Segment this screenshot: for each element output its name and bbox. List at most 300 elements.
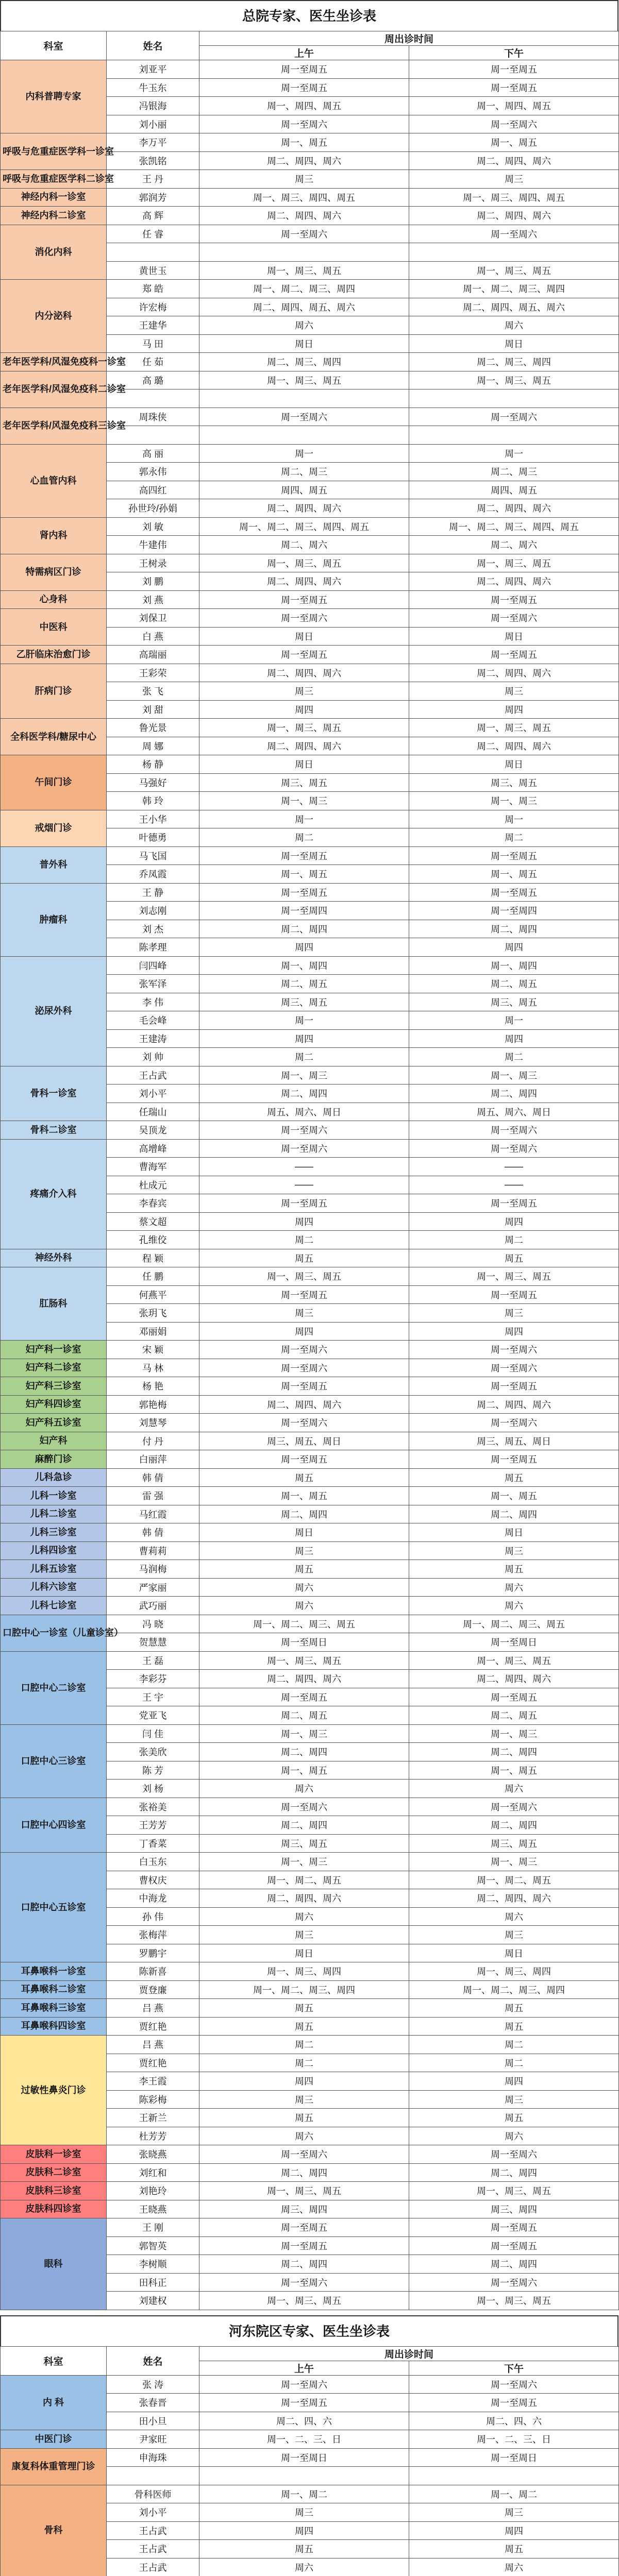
doctor-name: 王晓燕	[107, 2200, 199, 2218]
morning-slot: 周三	[199, 1304, 409, 1323]
afternoon-slot: 周一至周五	[409, 60, 619, 79]
table-row	[1, 664, 619, 682]
morning-slot: 周一、周三、周五	[199, 719, 409, 737]
table-row	[1, 1980, 619, 1999]
morning-slot: 周四、周五	[199, 481, 409, 499]
header-pm: 下午	[409, 46, 619, 60]
dept-cell: 耳鼻喉科三诊室	[1, 1999, 107, 2018]
doctor-name: 李王霞	[107, 2072, 199, 2091]
afternoon-slot: 周六	[409, 1578, 619, 1597]
afternoon-slot: 周三、周五	[409, 993, 619, 1011]
morning-slot: 周二、周四、周六	[199, 1889, 409, 1908]
doctor-name	[107, 243, 199, 262]
header-name: 姓名	[107, 31, 199, 60]
doctor-name: 王占武	[107, 2540, 199, 2558]
table-row	[1, 353, 619, 371]
table-row	[1, 1450, 619, 1469]
morning-slot: 周一至周六	[199, 2145, 409, 2164]
header-am: 上午	[199, 2361, 409, 2375]
dept-cell: 内科普聘专家	[1, 60, 107, 133]
afternoon-slot: 周三	[409, 170, 619, 189]
dept-cell: 皮肤科二诊室	[1, 2163, 107, 2182]
table-row	[1, 1578, 619, 1597]
doctor-name: 马红霞	[107, 1505, 199, 1523]
morning-slot: 周一、周三、周五	[199, 1267, 409, 1286]
morning-slot: 周一、周三、周五	[199, 1651, 409, 1670]
morning-slot: 周一至周六	[199, 1341, 409, 1359]
afternoon-slot: 周一至周六	[409, 115, 619, 133]
afternoon-slot: 周二、周四	[409, 1505, 619, 1523]
morning-slot: 周二、周三	[199, 463, 409, 481]
afternoon-slot: 周一至周六	[409, 408, 619, 426]
afternoon-slot: 周一、周三	[409, 792, 619, 810]
afternoon-slot: 周一、周三、周四	[409, 1962, 619, 1981]
afternoon-slot: 周一至周五	[409, 646, 619, 664]
afternoon-slot: 周一、周三	[409, 1853, 619, 1871]
dept-cell: 妇产科一诊室	[1, 1341, 107, 1359]
doctor-name: 冯 晓	[107, 1615, 199, 1633]
morning-slot: 周一至周五	[199, 60, 409, 79]
afternoon-slot: 周三	[409, 682, 619, 701]
table-row	[1, 1066, 619, 1084]
dept-cell: 口腔中心二诊室	[1, 1651, 107, 1724]
afternoon-slot: 周三、周四	[409, 2200, 619, 2218]
doctor-name: 白丽萍	[107, 1450, 199, 1469]
doctor-name: 陈孝理	[107, 938, 199, 957]
dept-cell: 耳鼻喉科一诊室	[1, 1962, 107, 1981]
morning-slot: 周一至周六	[199, 115, 409, 133]
dept-cell: 儿科五诊室	[1, 1560, 107, 1579]
header-pm: 下午	[409, 2361, 619, 2375]
dept-cell: 普外科	[1, 846, 107, 883]
doctor-name: 李彩芬	[107, 1670, 199, 1688]
afternoon-slot: 周三	[409, 1304, 619, 1323]
doctor-name: 王 静	[107, 883, 199, 902]
morning-slot: 周一、周四、周五	[199, 97, 409, 115]
afternoon-slot: 周一、周五	[409, 1761, 619, 1780]
dept-cell: 中医科	[1, 609, 107, 646]
afternoon-slot: 周日	[409, 334, 619, 353]
doctor-name: 严家丽	[107, 1578, 199, 1597]
doctor-name: 闫四峰	[107, 956, 199, 975]
morning-slot: 周一至周六	[199, 1121, 409, 1140]
afternoon-slot: 周二	[409, 2054, 619, 2072]
dept-cell: 儿科四诊室	[1, 1541, 107, 1560]
doctor-name: 贾红艳	[107, 2017, 199, 2036]
doctor-name: 王 宇	[107, 1688, 199, 1706]
dept-cell: 妇产科五诊室	[1, 1414, 107, 1432]
doctor-name: 李 伟	[107, 993, 199, 1011]
morning-slot: 周一至周五	[199, 1285, 409, 1304]
table-row	[1, 1121, 619, 1140]
afternoon-slot: 周一至周五	[409, 2236, 619, 2255]
afternoon-slot: 周二、周四	[409, 2255, 619, 2274]
dept-cell: 皮肤科一诊室	[1, 2145, 107, 2164]
afternoon-slot: 周一至周五	[409, 2394, 619, 2412]
table-row	[1, 719, 619, 737]
afternoon-slot: 周六	[409, 316, 619, 335]
header-time: 周出诊时间	[199, 31, 619, 46]
afternoon-slot: 周一、周三	[409, 1066, 619, 1084]
doctor-name: 程 颖	[107, 1249, 199, 1267]
dept-cell: 神经内科二诊室	[1, 207, 107, 225]
afternoon-slot: 周一、周二、周三、周四	[409, 280, 619, 298]
morning-slot: 周二、周四、周六	[199, 499, 409, 518]
morning-slot: ——	[199, 1176, 409, 1194]
doctor-name: 任 鹏	[107, 1267, 199, 1286]
morning-slot: 周三	[199, 1926, 409, 1944]
doctor-name: 马润梅	[107, 1560, 199, 1579]
doctor-name: 高瑞丽	[107, 646, 199, 664]
morning-slot: 周一至周六	[199, 1798, 409, 1816]
morning-slot: 周四	[199, 2072, 409, 2091]
doctor-name: 刘建权	[107, 2292, 199, 2310]
afternoon-slot: 周四	[409, 1029, 619, 1048]
morning-slot: 周一至周五	[199, 2218, 409, 2237]
table-row	[1, 188, 619, 207]
afternoon-slot: 周一至周五	[409, 1450, 619, 1469]
afternoon-slot: 周一、周五	[409, 865, 619, 884]
morning-slot: 周三、周四	[199, 2200, 409, 2218]
doctor-name: 孙世玲/孙娟	[107, 499, 199, 518]
doctor-name: 郭智英	[107, 2236, 199, 2255]
morning-slot: 周五	[199, 2109, 409, 2127]
afternoon-slot: 周日	[409, 755, 619, 774]
dept-cell: 儿科六诊室	[1, 1578, 107, 1597]
morning-slot: 周一至周五	[199, 1688, 409, 1706]
table-row	[1, 1798, 619, 1816]
doctor-name: 陈新喜	[107, 1962, 199, 1981]
doctor-name: 刘 燕	[107, 590, 199, 609]
afternoon-slot: 周三、周五	[409, 773, 619, 792]
table-row	[1, 517, 619, 536]
afternoon-slot: 周一、周二、周三、周四、周五	[409, 517, 619, 536]
afternoon-slot: 周一、周五	[409, 133, 619, 152]
table-row	[1, 1999, 619, 2018]
afternoon-slot: 周二、周四、周六	[409, 207, 619, 225]
afternoon-slot: 周一至周六	[409, 1414, 619, 1432]
morning-slot: 周一、周五	[199, 1487, 409, 1505]
doctor-name: 何燕平	[107, 1285, 199, 1304]
doctor-name: 贾登廉	[107, 1980, 199, 1999]
doctor-name: 杜芳芳	[107, 2127, 199, 2145]
doctor-name: 蔡文超	[107, 1212, 199, 1231]
afternoon-slot: 周五	[409, 1249, 619, 1267]
dept-cell: 神经外科	[1, 1249, 107, 1267]
table-row	[1, 1724, 619, 1743]
morning-slot: 周二	[199, 1048, 409, 1066]
afternoon-slot: 周日	[409, 627, 619, 646]
afternoon-slot: 周二、周四	[409, 1816, 619, 1835]
doctor-name: 乔凤霞	[107, 865, 199, 884]
doctor-name: 贺慧慧	[107, 1633, 199, 1652]
morning-slot: 周三	[199, 2503, 409, 2522]
morning-slot: 周二、周四、周六	[199, 664, 409, 682]
table-row	[1, 444, 619, 463]
dept-cell: 特需病区门诊	[1, 554, 107, 590]
doctor-name: 申海珠	[107, 2448, 199, 2467]
morning-slot: 周一、周二、周三、周五	[199, 1615, 409, 1633]
morning-slot: 周一、周三、周四	[199, 1962, 409, 1981]
doctor-name: 陈 芳	[107, 1761, 199, 1780]
afternoon-slot: 周一、周三、周五	[409, 554, 619, 572]
afternoon-slot: 周一	[409, 810, 619, 828]
morning-slot	[199, 426, 409, 445]
afternoon-slot: 周二、周四	[409, 920, 619, 938]
morning-slot: 周三、周五	[199, 773, 409, 792]
morning-slot: 周二、周四	[199, 2255, 409, 2274]
doctor-name: 马 田	[107, 334, 199, 353]
doctor-name: 付 丹	[107, 1432, 199, 1450]
morning-slot: 周六	[199, 1578, 409, 1597]
doctor-name: 雷 强	[107, 1487, 199, 1505]
doctor-name: 高 丽	[107, 444, 199, 463]
doctor-name: 杜成元	[107, 1176, 199, 1194]
doctor-name: 黄世玉	[107, 261, 199, 280]
table-row	[1, 371, 619, 389]
afternoon-slot: 周二、周五	[409, 975, 619, 993]
morning-slot: 周日	[199, 627, 409, 646]
doctor-name: 马 林	[107, 1359, 199, 1377]
morning-slot: 周二、周四	[199, 1505, 409, 1523]
afternoon-slot: 周二、周四	[409, 1743, 619, 1761]
morning-slot: 周二、周四	[199, 2163, 409, 2182]
morning-slot: 周一至周六	[199, 408, 409, 426]
afternoon-slot: 周三、周五	[409, 1834, 619, 1853]
morning-slot: 周一、周二、周五	[199, 1871, 409, 1889]
dept-cell: 疼痛介入科	[1, 1139, 107, 1249]
afternoon-slot: 周日	[409, 1523, 619, 1542]
doctor-name: 周珠侠	[107, 408, 199, 426]
morning-slot: 周四	[199, 938, 409, 957]
morning-slot: 周一、周三	[199, 1853, 409, 1871]
morning-slot: 周一、周三	[199, 792, 409, 810]
doctor-name: 田科正	[107, 2273, 199, 2292]
doctor-name: 孔维佼	[107, 1231, 199, 1249]
doctor-name: 刘小平	[107, 2503, 199, 2522]
dept-cell: 妇产科二诊室	[1, 1359, 107, 1377]
doctor-name: 张美欣	[107, 1743, 199, 1761]
afternoon-slot: 周一至周日	[409, 2448, 619, 2467]
morning-slot: ——	[199, 1158, 409, 1176]
doctor-name: 曹权庆	[107, 1871, 199, 1889]
morning-slot: 周一至周六	[199, 1414, 409, 1432]
table-row	[1, 1468, 619, 1487]
morning-slot: 周日	[199, 1523, 409, 1542]
morning-slot: 周一、周三	[199, 1724, 409, 1743]
afternoon-slot: 周一、周五	[409, 1487, 619, 1505]
afternoon-slot: 周二、周四、周六	[409, 572, 619, 591]
afternoon-slot: 周一、周三、周五	[409, 261, 619, 280]
afternoon-slot: 周二	[409, 2036, 619, 2054]
morning-slot: 周一至周六	[199, 1139, 409, 1158]
doctor-name: 韩 玲	[107, 792, 199, 810]
doctor-name: 吕 燕	[107, 2036, 199, 2054]
afternoon-slot	[409, 389, 619, 408]
dept-cell: 老年医学科/风湿免疫科三诊室	[1, 408, 107, 444]
afternoon-slot: 周一、周二、周三、周五	[409, 1615, 619, 1633]
dept-cell: 麻醉门诊	[1, 1450, 107, 1469]
afternoon-slot: 周一	[409, 444, 619, 463]
morning-slot: 周四	[199, 1029, 409, 1048]
table-row	[1, 956, 619, 975]
dept-cell: 口腔中心一诊室（儿童诊室）	[1, 1615, 107, 1651]
afternoon-slot: 周一至周五	[409, 846, 619, 865]
afternoon-slot: 周三	[409, 1541, 619, 1560]
table-row	[1, 280, 619, 298]
afternoon-slot: 周六	[409, 2127, 619, 2145]
header-name: 姓名	[107, 2346, 199, 2375]
table-row	[1, 2036, 619, 2054]
dept-cell: 戒烟门诊	[1, 810, 107, 846]
dept-cell: 儿科三诊室	[1, 1523, 107, 1542]
morning-slot: 周一至周六	[199, 2375, 409, 2394]
table-row	[1, 1249, 619, 1267]
table-row	[1, 133, 619, 152]
header-time: 周出诊时间	[199, 2346, 619, 2361]
afternoon-slot: 周一、周四、周五	[409, 97, 619, 115]
doctor-name: 叶德勇	[107, 828, 199, 847]
morning-slot: 周二、四、六	[199, 2412, 409, 2430]
table-row	[1, 1615, 619, 1633]
table-row	[1, 1853, 619, 1871]
doctor-name: 刘艳玲	[107, 2182, 199, 2200]
table-row	[1, 1377, 619, 1396]
morning-slot: 周一至周五	[199, 78, 409, 97]
morning-slot: 周二、周四、周六	[199, 737, 409, 755]
afternoon-slot: 周一、周三	[409, 1724, 619, 1743]
dept-cell: 骨科二诊室	[1, 1121, 107, 1140]
morning-slot: 周四	[199, 700, 409, 719]
dept-cell: 妇产科三诊室	[1, 1377, 107, 1396]
afternoon-slot: 周一至周五	[409, 1377, 619, 1396]
doctor-name: 杨 艳	[107, 1377, 199, 1396]
afternoon-slot: 周四、周五	[409, 481, 619, 499]
doctor-name: 任 睿	[107, 225, 199, 243]
doctor-name: 杨 静	[107, 755, 199, 774]
doctor-name: 王占武	[107, 2521, 199, 2540]
afternoon-slot: 周一、周三、周五	[409, 371, 619, 389]
doctor-name: 王彩荣	[107, 664, 199, 682]
doctor-name: 孙 伟	[107, 1907, 199, 1926]
doctor-name: 曹莉莉	[107, 1541, 199, 1560]
doctor-name: 高 辉	[107, 207, 199, 225]
morning-slot: 周六	[199, 316, 409, 335]
doctor-name: 任瑞山	[107, 1103, 199, 1121]
afternoon-slot: 周一、周三、周五	[409, 2182, 619, 2200]
morning-slot: 周一、周三、周五	[199, 2182, 409, 2200]
morning-slot: 周一至周五	[199, 1450, 409, 1469]
table-row	[1, 225, 619, 243]
table-row	[1, 207, 619, 225]
morning-slot: 周六	[199, 1780, 409, 1798]
table-row	[1, 2200, 619, 2218]
doctor-name: 张军泽	[107, 975, 199, 993]
afternoon-slot: 周三、周五、周日	[409, 1432, 619, 1450]
morning-slot: 周一、周三、周五	[199, 261, 409, 280]
afternoon-slot: 周四	[409, 1322, 619, 1341]
morning-slot: 周一至周日	[199, 1633, 409, 1652]
morning-slot: 周一至周五	[199, 2236, 409, 2255]
table-row	[1, 2017, 619, 2036]
dept-cell: 中医门诊	[1, 2430, 107, 2449]
dept-cell: 康复科体重管理门诊	[1, 2448, 107, 2485]
afternoon-slot: 周二	[409, 828, 619, 847]
morning-slot: 周五	[199, 1560, 409, 1579]
doctor-name: 刘红和	[107, 2163, 199, 2182]
table-row	[1, 1560, 619, 1579]
doctor-name: 张裕美	[107, 1798, 199, 1816]
doctor-name: 张玥飞	[107, 1304, 199, 1323]
afternoon-slot: 周六	[409, 2558, 619, 2576]
dept-cell: 午间门诊	[1, 755, 107, 810]
morning-slot: 周一、周二、周三、周四	[199, 1980, 409, 1999]
doctor-name: 刘 杨	[107, 1780, 199, 1798]
morning-slot: 周二、周四、周六	[199, 1670, 409, 1688]
doctor-name: 罗鹏宇	[107, 1944, 199, 1962]
dept-cell: 内分泌科	[1, 280, 107, 353]
doctor-name: 郭艳梅	[107, 1395, 199, 1414]
dept-cell: 皮肤科三诊室	[1, 2182, 107, 2200]
afternoon-slot: 周六	[409, 1907, 619, 1926]
afternoon-slot: 周一、周三、周五	[409, 719, 619, 737]
table-row	[1, 1651, 619, 1670]
doctor-name: 任 茹	[107, 353, 199, 371]
morning-slot: 周一至周四	[199, 902, 409, 920]
doctor-name: 白玉东	[107, 1853, 199, 1871]
table-row	[1, 755, 619, 774]
afternoon-slot: 周二、周四、周六	[409, 151, 619, 170]
morning-slot: 周一、周二、周三、周四、周五	[199, 517, 409, 536]
dept-cell: 泌尿外科	[1, 956, 107, 1066]
doctor-name: 邓丽娟	[107, 1322, 199, 1341]
afternoon-slot: 周四	[409, 700, 619, 719]
morning-slot: 周四	[199, 1322, 409, 1341]
table-row	[1, 1341, 619, 1359]
doctor-name: 王建华	[107, 316, 199, 335]
table-row	[1, 2448, 619, 2467]
afternoon-slot: 周一至周五	[409, 1688, 619, 1706]
table-row	[1, 1523, 619, 1542]
afternoon-slot: 周一至周五	[409, 1194, 619, 1213]
doctor-name: 中海龙	[107, 1889, 199, 1908]
afternoon-slot	[409, 243, 619, 262]
afternoon-slot: 周一、周二、周五	[409, 1871, 619, 1889]
table-row	[1, 554, 619, 572]
afternoon-slot: 周一至周六	[409, 1139, 619, 1158]
afternoon-slot: 周一至周六	[409, 2273, 619, 2292]
table-row	[1, 1505, 619, 1523]
dept-cell: 口腔中心五诊室	[1, 1853, 107, 1962]
doctor-name: 张春晋	[107, 2394, 199, 2412]
morning-slot: 周二、周四、周六	[199, 1395, 409, 1414]
morning-slot	[199, 2467, 409, 2485]
doctor-name: 尹家旺	[107, 2430, 199, 2449]
doctor-name: 高 璐	[107, 371, 199, 389]
doctor-name: 郭永伟	[107, 463, 199, 481]
afternoon-slot: 周二	[409, 1048, 619, 1066]
afternoon-slot: 周一至周六	[409, 2375, 619, 2394]
morning-slot: 周一、周三、周五	[199, 2292, 409, 2310]
doctor-name: 李万平	[107, 133, 199, 152]
morning-slot: 周一至周日	[199, 2448, 409, 2467]
morning-slot: 周一至周五	[199, 1377, 409, 1396]
morning-slot: 周三、周五	[199, 1834, 409, 1853]
doctor-name: 王建涛	[107, 1029, 199, 1048]
afternoon-slot: 周一至周五	[409, 1285, 619, 1304]
table-row	[1, 1541, 619, 1560]
doctor-name	[107, 2467, 199, 2485]
